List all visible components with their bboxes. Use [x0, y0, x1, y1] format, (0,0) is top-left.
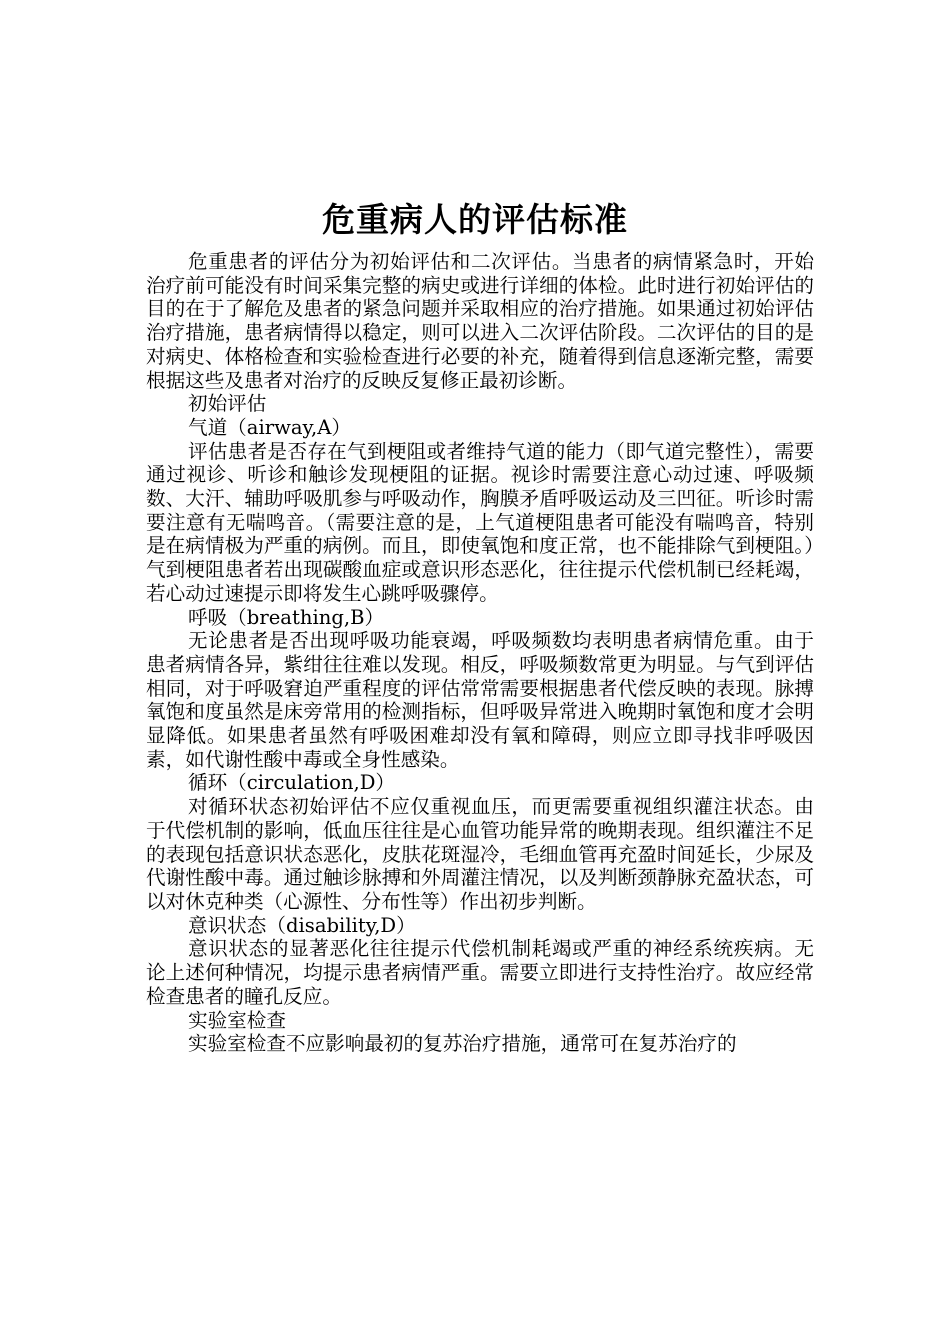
section-heading-lab-tests: 实验室检查 — [188, 1008, 286, 1032]
section-heading-initial-assessment: 初始评估 — [188, 392, 267, 416]
intro-paragraph: 危重患者的评估分为初始评估和二次评估。当患者的病情紧急时，开始治疗前可能没有时间采集完整的病史或进行详细的体检。此时进行初始评估的目的在于了解危及患者的紧急问题并采取相应的治疗措施。如果通过初始评估治疗措施，患者病情得以稳定，则可以进入二次评估阶段。二次评估的目的是对病史、体格检查和实验检查进行必要的补充，随着得到信息逐渐完整，需要根据这些及患者对治疗的反映反复修正最初诊断。 — [146, 250, 814, 392]
section-heading-breathing: 呼吸（breathing,B） — [188, 605, 385, 629]
document-body — [146, 250, 814, 1056]
breathing-paragraph: 无论患者是否出现呼吸功能衰竭，呼吸频数均表明患者病情危重。由于患者病情各异，紫绀往往难以发现。相反，呼吸频数常更为明显。与气到评估相同，对于呼吸窘迫严重程度的评估常常需要根据患者代偿反映的表现。脉搏氧饱和度虽然是床旁常用的检测指标，但呼吸异常进入晚期时氧饱和度才会明显降低。如果患者虽然有呼吸困难却没有氧和障碍，则应立即寻找非呼吸因素，如代谢性酸中毒或全身性感染。 — [146, 629, 814, 771]
lab-tests-paragraph: 实验室检查不应影响最初的复苏治疗措施，通常可在复苏治疗的 — [188, 1032, 737, 1056]
section-heading-airway: 气道（airway,A） — [188, 415, 351, 439]
section-heading-circulation: 循环（circulation,D） — [188, 771, 396, 795]
document-title: 危重病人的评估标准 — [322, 200, 628, 240]
airway-paragraph: 评估患者是否存在气到梗阻或者维持气道的能力（即气道完整性），需要通过视诊、听诊和触诊发现梗阻的证据。视诊时需要注意心动过速、呼吸频数、大汗、辅助呼吸肌参与呼吸动作，胸膜矛盾呼吸运动及三凹征。听诊时需要注意有无喘鸣音。（需要注意的是，上气道梗阻患者可能没有喘鸣音，特别是在病情极为严重的病例。而且，即使氧饱和度正常，也不能排除气到梗阻。）气到梗阻患者若出现碳酸血症或意识形态恶化，往往提示代偿机制已经耗竭，若心动过速提示即将发生心跳呼吸骤停。 — [146, 439, 814, 605]
circulation-paragraph: 对循环状态初始评估不应仅重视血压，而更需要重视组织灌注状态。由于代偿机制的影响，低血压往往是心血管功能异常的晚期表现。组织灌注不足的表现包括意识状态恶化，皮肤花斑湿冷，毛细血管再充盈时间延长，少尿及代谢性酸中毒。通过触诊脉搏和外周灌注情况，以及判断颈静脉充盈状态，可以对休克种类（心源性、分布性等）作出初步判断。 — [146, 795, 814, 913]
disability-paragraph: 意识状态的显著恶化往往提示代偿机制耗竭或严重的神经系统疾病。无论上述何种情况，均提示患者病情严重。需要立即进行支持性治疗。故应经常检查患者的瞳孔反应。 — [146, 937, 814, 1008]
section-heading-disability: 意识状态（disability,D） — [188, 913, 416, 937]
